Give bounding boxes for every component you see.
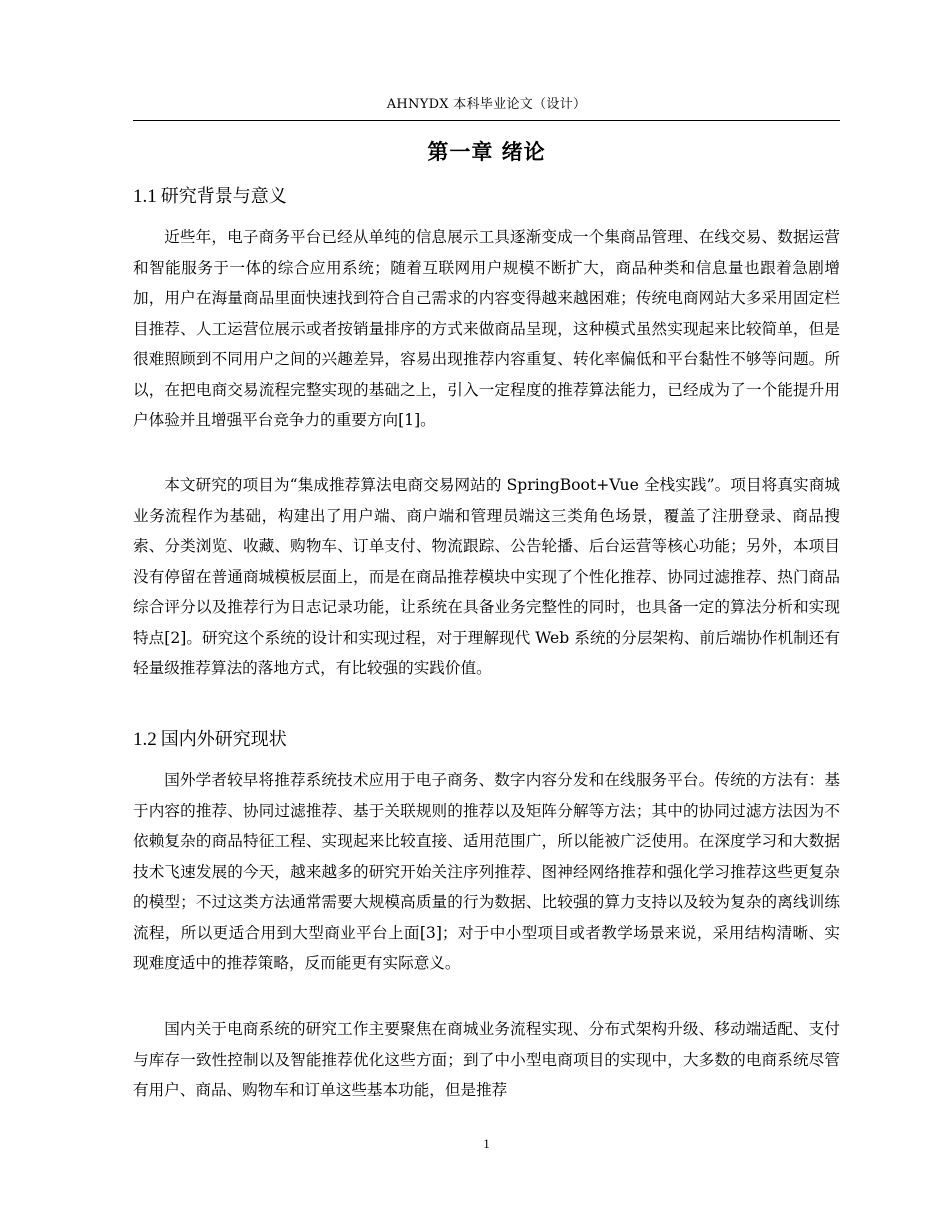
paragraph-1-1-b: 本文研究的项目为“集成推荐算法电商交易网站的 SpringBoot+Vue 全栈实践”。项目将真实商城业务流程作为基础，构建出了用户端、商户端和管理员端这三类角色场景，覆盖了注册登录、商品搜索、分类浏览、收藏、购物车、订单支付、物流跟踪、公告轮播、后台运营等核心功能；另外，本项目没有停留在普通商城模板层面上，而是在商品推荐模块中实现了个性化推荐、协同过滤推荐、热门商品综合评分以及推荐行为日志记录功能，让系统在具备业务完整性的同时，也具备一定的算法分析和实现特点[2]。研究这个系统的设计和实现过程，对于理解现代 Web 系统的分层架构、前后端协作机制还有轻量级推荐算法的落地方式，有比较强的实践价值。	[133, 476, 840, 677]
chapter-title: 第一章 绪论	[427, 140, 546, 164]
section-title: 研究背景与意义	[160, 186, 287, 207]
section-number: 1.1	[133, 186, 157, 207]
section-heading-1-2	[133, 727, 840, 753]
page-number: 1	[483, 1136, 490, 1151]
section-title: 国内外研究现状	[160, 729, 287, 750]
section-heading-1-1	[133, 184, 840, 210]
running-header: AHNYDX 本科毕业论文（设计）	[386, 97, 587, 112]
header-rule	[133, 120, 840, 121]
paragraph-1-2-b: 国内关于电商系统的研究工作主要聚焦在商城业务流程实现、分布式架构升级、移动端适配、支付与库存一致性控制以及智能推荐优化这些方面；到了中小型电商项目的实现中，大多数的电商系统尽管有用户、商品、购物车和订单这些基本功能，但是推荐	[133, 1020, 840, 1099]
paragraph-1-2-a: 国外学者较早将推荐系统技术应用于电子商务、数字内容分发和在线服务平台。传统的方法有：基于内容的推荐、协同过滤推荐、基于关联规则的推荐以及矩阵分解等方法；其中的协同过滤方法因为不依赖复杂的商品特征工程、实现起来比较直接、适用范围广，所以能被广泛使用。在深度学习和大数据技术飞速发展的今天，越来越多的研究开始关注序列推荐、图神经网络推荐和强化学习推荐这些更复杂的模型；不过这类方法通常需要大规模高质量的行为数据、比较强的算力支持以及较为复杂的离线训练流程，所以更适合用到大型商业平台上面[3]；对于中小型项目或者教学场景来说，采用结构清晰、实现难度适中的推荐策略，反而能更有实际意义。	[133, 771, 840, 972]
paragraph-1-1-a: 近些年，电子商务平台已经从单纯的信息展示工具逐渐变成一个集商品管理、在线交易、数据运营和智能服务于一体的综合应用系统；随着互联网用户规模不断扩大，商品种类和信息量也跟着急剧增加，用户在海量商品里面快速找到符合自己需求的内容变得越来越困难；传统电商网站大多采用固定栏目推荐、人工运营位展示或者按销量排序的方式来做商品呈现，这种模式虽然实现起来比较简单，但是很难照顾到不同用户之间的兴趣差异，容易出现推荐内容重复、转化率偏低和平台黏性不够等问题。所以，在把电商交易流程完整实现的基础之上，引入一定程度的推荐算法能力，已经成为了一个能提升用户体验并且增强平台竞争力的重要方向[1]。	[133, 228, 840, 429]
section-number: 1.2	[133, 729, 157, 750]
